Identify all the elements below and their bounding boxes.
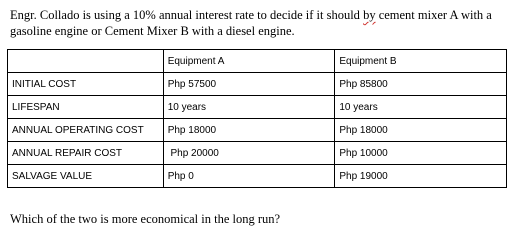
table-row	[8, 119, 507, 142]
problem-text-before: Engr. Collado is using a 10% annual interest rate to decide if it should	[10, 8, 364, 22]
row-label: SALVAGE VALUE	[8, 165, 164, 188]
table-row	[8, 96, 507, 119]
row-label: INITIAL COST	[8, 73, 164, 96]
table-header-row	[8, 50, 507, 73]
row-label: LIFESPAN	[8, 96, 164, 119]
equipment-a-value: Php 18000	[163, 119, 335, 142]
equipment-a-value: 10 years	[163, 96, 335, 119]
equipment-cost-table	[7, 49, 507, 188]
row-label: ANNUAL REPAIR COST	[8, 142, 164, 165]
spellcheck-flagged-word: by	[363, 8, 376, 22]
problem-text-after: cement mixer A with a gasoline engine or Cement Mixer B with a diesel engine.	[10, 8, 492, 38]
question-text: Which of the two is more economical in the long run?	[10, 212, 281, 226]
problem-statement	[10, 7, 515, 39]
equipment-a-value: Php 20000	[163, 142, 335, 165]
table-row	[8, 142, 507, 165]
equipment-a-value: Php 0	[163, 165, 335, 188]
table-header-empty	[8, 50, 164, 73]
equipment-a-value: Php 57500	[163, 73, 335, 96]
equipment-b-value: Php 10000	[335, 142, 507, 165]
equipment-b-value: 10 years	[335, 96, 507, 119]
row-label: ANNUAL OPERATING COST	[8, 119, 164, 142]
equipment-b-value: Php 18000	[335, 119, 507, 142]
equipment-b-value: Php 19000	[335, 165, 507, 188]
table-row	[8, 73, 507, 96]
table-row	[8, 165, 507, 188]
equipment-b-value: Php 85800	[335, 73, 507, 96]
table-header-equipment-b: Equipment B	[335, 50, 507, 73]
table-header-equipment-a: Equipment A	[163, 50, 335, 73]
